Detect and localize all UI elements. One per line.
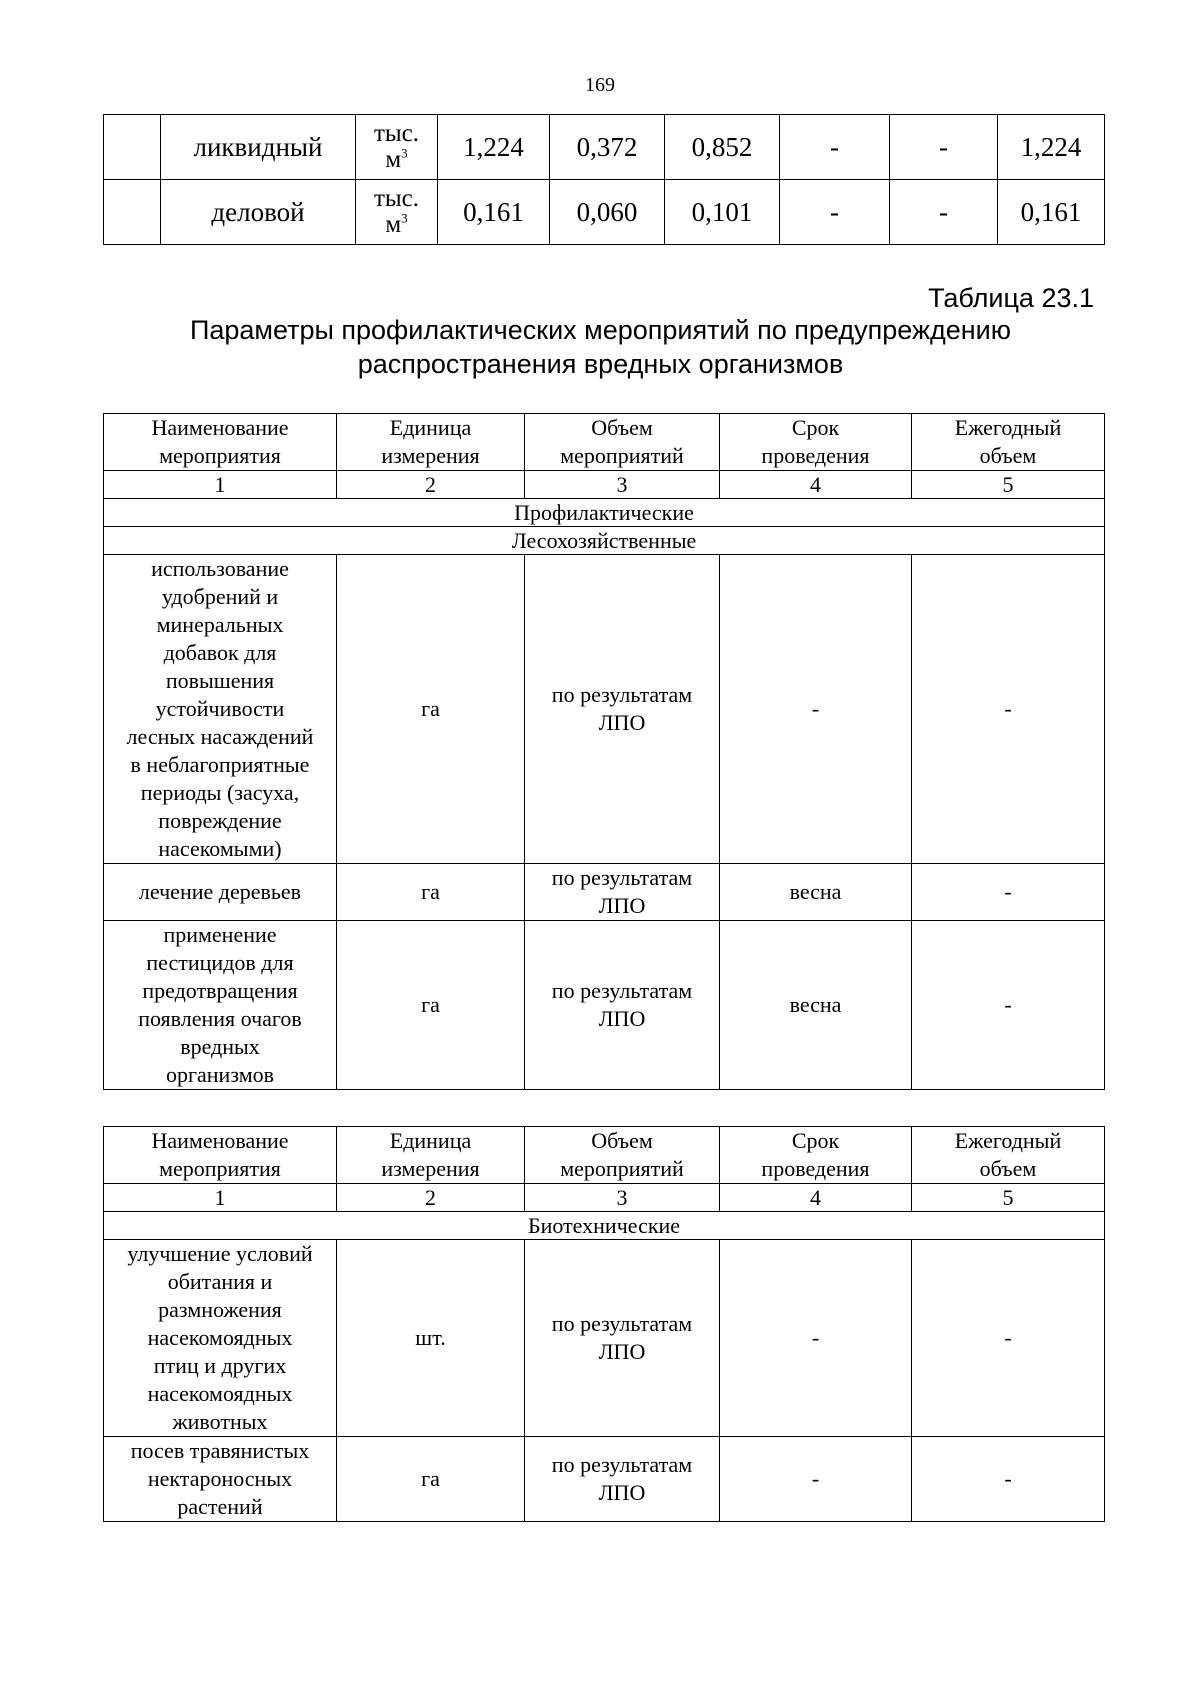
unit: га [337, 555, 525, 864]
header-cell: Срок проведения [720, 1127, 912, 1184]
column-number: 5 [912, 471, 1105, 499]
volume: по результатам ЛПО [525, 1437, 720, 1522]
column-number: 5 [912, 1184, 1105, 1212]
table-cell: - [890, 115, 998, 180]
header-cell: Ежегодный объем [912, 414, 1105, 471]
section-label: Профилактические [104, 499, 1105, 527]
table-cell: ликвидный [161, 115, 356, 180]
term: - [720, 1437, 912, 1522]
column-number: 1 [104, 471, 337, 499]
table-cell: 0,060 [550, 180, 665, 245]
column-number: 4 [720, 1184, 912, 1212]
header-row [104, 414, 1105, 471]
column-number: 4 [720, 471, 912, 499]
measure-name: улучшение условий обитания и размножения насекомоядных птиц и других насекомоядных животных [104, 1240, 337, 1437]
annual-volume: - [912, 555, 1105, 864]
table-cell: 1,224 [998, 115, 1105, 180]
volume: по результатам ЛПО [525, 1240, 720, 1437]
table-cell: деловой [161, 180, 356, 245]
header-row [104, 1127, 1105, 1184]
volume: по результатам ЛПО [525, 864, 720, 921]
table-cell: - [780, 180, 890, 245]
unit: га [337, 864, 525, 921]
page-number: 169 [585, 74, 615, 96]
section-row [104, 527, 1105, 555]
measures-table-forestry [103, 413, 1105, 1090]
volume-table-continuation [103, 114, 1105, 245]
table-row [104, 1437, 1105, 1522]
term: весна [720, 864, 912, 921]
column-number: 3 [525, 1184, 720, 1212]
table-row [104, 115, 1105, 180]
table-cell: 0,372 [550, 115, 665, 180]
column-number: 2 [337, 1184, 525, 1212]
measure-name: посев травянистых нектароносных растений [104, 1437, 337, 1522]
measure-name: применение пестицидов для предотвращения появления очагов вредных организмов [104, 921, 337, 1090]
table-cell [104, 180, 161, 245]
section-row [104, 1212, 1105, 1240]
volume: по результатам ЛПО [525, 555, 720, 864]
unit: га [337, 1437, 525, 1522]
section-label: Биотехнические [104, 1212, 1105, 1240]
header-cell: Срок проведения [720, 414, 912, 471]
unit: шт. [337, 1240, 525, 1437]
table-cell: 0,161 [998, 180, 1105, 245]
table-cell: 0,852 [665, 115, 780, 180]
annual-volume: - [912, 921, 1105, 1090]
section-row [104, 499, 1105, 527]
annual-volume: - [912, 1240, 1105, 1437]
term: - [720, 555, 912, 864]
header-cell: Единица измерения [337, 1127, 525, 1184]
table-cell: - [890, 180, 998, 245]
volume: по результатам ЛПО [525, 921, 720, 1090]
table-cell: - [780, 115, 890, 180]
table-cell [104, 115, 161, 180]
header-cell: Наименование мероприятия [104, 414, 337, 471]
table-row [104, 921, 1105, 1090]
term: - [720, 1240, 912, 1437]
column-number: 3 [525, 471, 720, 499]
table-cell: 0,161 [438, 180, 550, 245]
column-number-row [104, 1184, 1105, 1212]
header-cell: Объем мероприятий [525, 1127, 720, 1184]
table-title: Параметры профилактических мероприятий по предупреждению распространения вредных организмов [189, 315, 1012, 379]
section-label: Лесохозяйственные [104, 527, 1105, 555]
table-number: Таблица 23.1 [928, 283, 1094, 313]
unit-cell: тыс. $м^3$ [356, 115, 438, 180]
table-row [104, 864, 1105, 921]
measure-name: лечение деревьев [104, 864, 337, 921]
annual-volume: - [912, 864, 1105, 921]
header-cell: Ежегодный объем [912, 1127, 1105, 1184]
header-cell: Единица измерения [337, 414, 525, 471]
column-number-row [104, 471, 1105, 499]
header-cell: Наименование мероприятия [104, 1127, 337, 1184]
column-number: 2 [337, 471, 525, 499]
table-cell: 1,224 [438, 115, 550, 180]
term: весна [720, 921, 912, 1090]
measures-table-biotechnical [103, 1126, 1105, 1522]
table-row [104, 180, 1105, 245]
table-cell: 0,101 [665, 180, 780, 245]
column-number: 1 [104, 1184, 337, 1212]
unit-cell: тыс. $м^3$ [356, 180, 438, 245]
header-cell: Объем мероприятий [525, 414, 720, 471]
table-row [104, 1240, 1105, 1437]
measure-name: использование удобрений и минеральных добавок для повышения устойчивости лесных насаждений в неблагоприятные периоды (засуха, повреждение насекомыми) [104, 555, 337, 864]
table-row [104, 555, 1105, 864]
annual-volume: - [912, 1437, 1105, 1522]
unit: га [337, 921, 525, 1090]
